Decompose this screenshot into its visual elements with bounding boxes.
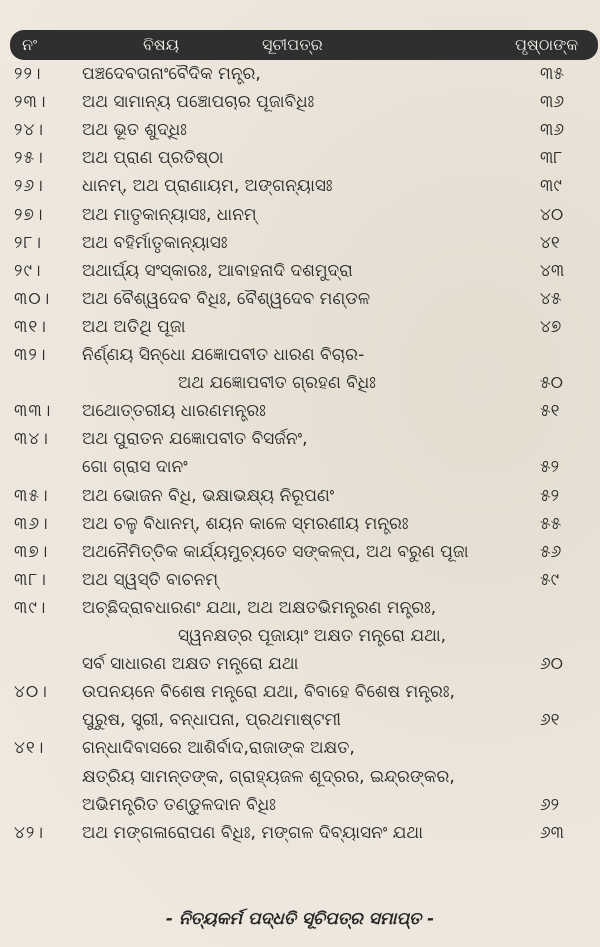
entry-title: ଅଥ ଭୋଜନ ବିଧି, ଭକ୍ଷାଭକ୍ଷ୍ୟ ନିରୂପଣଂ [82, 485, 335, 506]
entry-page-number: ୫୬ [540, 541, 562, 562]
contents-row-continuation [0, 791, 600, 819]
contents-row [0, 144, 600, 172]
entry-number: ୨୪। [14, 120, 45, 141]
entry-page-number: ୫୨ [540, 485, 560, 506]
entry-title: ପୁରୁଷ, ସ୍ତ୍ରୀ, ବନ୍ଧାପନା, ପ୍ରଥମାଷ୍ଟମୀ [82, 710, 341, 731]
entry-title: ଅଥ ଚଳୁ ବିଧାନମ୍, ଶୟନ କାଳେ ସ୍ମରଣୀୟ ମନ୍ତ୍ରଃ [82, 513, 409, 534]
contents-row [0, 734, 600, 762]
contents-row [0, 397, 600, 425]
entry-title: ଅଥ ବୈଶ୍ୱଦେବ ବିଧିଃ, ବୈଶ୍ୱଦେବ ମଣ୍ଡଳ [82, 288, 371, 309]
entry-page-number: ୫୦ [540, 373, 563, 394]
entry-title: ଗୋ ଗ୍ରାସ ଦାନଂ [82, 457, 188, 478]
entry-title: ଧାନମ୍, ଅଥ ପ୍ରାଣାୟମ, ଅଙ୍ଗନ୍ୟାସଃ [82, 176, 333, 197]
entry-number: ୩୩। [14, 401, 52, 422]
entry-page-number: ୩୫ [540, 64, 564, 84]
entry-page-number: ୪୩ [540, 260, 565, 281]
entry-page-number: ୩୮ [540, 148, 563, 169]
contents-row [0, 341, 600, 369]
entry-title: ପଞ୍ଚଦେବତାନାଂବୈଦିକ ମନ୍ତ୍ର, [82, 64, 261, 84]
contents-row-continuation [0, 453, 600, 481]
contents-row [0, 229, 600, 257]
contents-row [0, 88, 600, 116]
entry-page-number: ୬୨ [540, 794, 560, 815]
entry-number: ୨୨। [14, 64, 42, 84]
entry-page-number: ୫୨ [540, 457, 560, 478]
entry-title: ଅଥନୈମିତ୍ତିକ କାର୍ଯ୍ୟମୁଚ୍ୟତେ ସଙ୍କଳ୍ପ, ଅଥ ବରୁଣ ପୂଜା [82, 541, 469, 562]
entry-number: ୩୭। [14, 541, 49, 562]
entry-number: ୪୦। [14, 682, 48, 703]
entry-page-number: ୬୩ [540, 822, 565, 843]
entry-number: ୩୪। [14, 429, 49, 450]
contents-row-continuation [0, 763, 600, 791]
entry-title: ଉପନୟନେ ବିଶେଷ ମନ୍ତ୍ରୋ ଯଥା, ବିବାହେ ବିଶେଷ ମନ୍ତ୍ରଃ, [82, 682, 455, 703]
contents-row [0, 285, 600, 313]
entry-number: ୨୭। [14, 204, 44, 225]
entry-title: ଅଥ ପୁରାତନ ଯଜ୍ଞୋପବୀତ ବିସର୍ଜନଂ, [82, 429, 308, 450]
entry-title: ସର୍ବ ସାଧାରଣ ଅକ୍ଷତ ମନ୍ତ୍ରୋ ଯଥା [82, 654, 299, 675]
header-subject: ବିଷୟ [143, 35, 179, 54]
entry-page-number: ୫୧ [540, 401, 560, 422]
entry-number: ୩୧। [14, 316, 47, 337]
contents-row [0, 201, 600, 229]
entry-title: ଗନ୍ଧାଦିବାସରେ ଆଶିର୍ବାଦ,ରାଜାଙ୍କ ଅକ୍ଷତ, [82, 738, 355, 759]
entry-number: ୨୮। [14, 232, 42, 253]
table-header [10, 30, 598, 60]
entry-title: ଅଥ ଯଜ୍ଞୋପବୀତ ଗ୍ରହଣ ବିଧିଃ [178, 373, 376, 394]
contents-row [0, 482, 600, 510]
entry-title: କ୍ଷତ୍ରିୟ ସାମନ୍ତଙ୍କ, ଗ୍ରାହ୍ୟଜଳ ଶୂଦ୍ରର, ଇନ୍ଦ୍ରଙ୍କର, [82, 766, 455, 787]
contents-row-continuation [0, 622, 600, 650]
header-number: ନଂ [22, 35, 38, 54]
contents-row [0, 819, 600, 847]
entry-number: ୨୬। [14, 176, 44, 197]
entry-number: ୩୮। [14, 569, 47, 590]
header-index-title: ସୂଚୀପତ୍ର [262, 35, 323, 54]
entry-page-number: ୬୧ [540, 710, 560, 731]
entry-page-number: ୫୫ [540, 513, 562, 534]
entry-title: ଅଥ ସାମାନ୍ୟ ପଞ୍ଚୋପଚାର ପୂଜାବିଧିଃ [82, 92, 315, 113]
entry-title: ଅଥୋତ୍ତରୀୟ ଧାରଣମନ୍ତ୍ରଃ [82, 401, 266, 422]
entry-page-number: ୪୧ [540, 232, 560, 253]
entry-number: ୨୫। [14, 148, 44, 169]
header-page: ପୃଷ୍ଠାଙ୍କ [515, 35, 579, 54]
entry-page-number: ୪୫ [540, 288, 562, 309]
contents-row [0, 60, 600, 88]
entry-title: ଅଥ ଭୂତ ଶୁଦ୍ଧିଃ [82, 120, 187, 141]
entry-page-number: ୬୦ [540, 654, 563, 675]
contents-row [0, 313, 600, 341]
entry-number: ୪୨। [14, 822, 45, 843]
entry-number: ୩୯। [14, 597, 47, 618]
entry-number: ୨୯। [14, 260, 42, 281]
contents-row [0, 257, 600, 285]
contents-row [0, 116, 600, 144]
entry-number: ୩୬। [14, 513, 49, 534]
entry-title: ଅଭିମନ୍ତ୍ରିତ ତଣ୍ଡୁଳଦାନ ବିଧିଃ [82, 794, 276, 815]
entry-title: ଅଥ ସ୍ୱସ୍ତି ବାଚନମ୍ [82, 569, 219, 590]
entry-number: ୩୦। [14, 288, 51, 309]
entry-number: ୪୧। [14, 738, 45, 759]
contents-row [0, 172, 600, 200]
contents-row-continuation [0, 706, 600, 734]
contents-row [0, 425, 600, 453]
entry-title: ନିର୍ଣ୍ଣୟ ସିନ୍ଧୋ ଯଜ୍ଞୋପବୀତ ଧାରଣ ବିଚାର- [82, 345, 365, 365]
contents-end-note: - ନିତ୍ୟକର୍ମ ପଦ୍ଧତି ସୂଚିପତ୍ର ସମାପ୍ତ - [165, 909, 435, 929]
contents-row [0, 594, 600, 622]
entry-page-number: ୩୬ [540, 92, 565, 113]
entry-title: ଅଥ ବହିର୍ମାତୃକାନ୍ୟାସଃ [82, 232, 228, 253]
contents-row-continuation [0, 650, 600, 678]
entry-number: ୩୫। [14, 485, 49, 506]
entry-page-number: ୩୬ [540, 120, 565, 141]
contents-row [0, 678, 600, 706]
entry-title: ଅଥ ମଙ୍ଗଳାରୋପଣ ବିଧିଃ, ମଙ୍ଗଳ ଦିବ୍ୟାସନଂ ଯଥା [82, 822, 423, 843]
entry-title: ଅଚ୍ଛିଦ୍ରାବଧାରଣଂ ଯଥା, ଅଥ ଅକ୍ଷତଭିମନ୍ତ୍ରଣ ମନ୍ତ୍ରଃ, [82, 597, 437, 618]
contents-row [0, 510, 600, 538]
entry-title: ଅଥ ଅତିଥି ପୂଜା [82, 316, 186, 337]
contents-row [0, 566, 600, 594]
entry-page-number: ୪୦ [540, 204, 564, 225]
entry-number: ୩୨। [14, 345, 47, 365]
entry-title: ଅଥାର୍ଘ୍ୟ ସଂସ୍କାରଃ, ଆବାହନାଦି ଦଶମୁଦ୍ରା [82, 260, 353, 281]
entry-page-number: ୫୯ [540, 569, 560, 590]
entry-title: ଅଥ ମାତୃକାନ୍ୟାସଃ, ଧାନମ୍ [82, 204, 257, 225]
entry-page-number: ୩୯ [540, 176, 562, 197]
entry-title: ସ୍ୱନକ୍ଷତ୍ର ପୂଜାୟାଂ ଅକ୍ଷତ ମନ୍ତ୍ରୋ ଯଥା, [178, 626, 447, 646]
entry-number: ୨୩। [14, 92, 47, 113]
entry-title: ଅଥ ପ୍ରାଣ ପ୍ରତିଷ୍ଠା [82, 148, 224, 169]
entry-page-number: ୪୭ [540, 316, 562, 337]
contents-row [0, 538, 600, 566]
contents-row-continuation [0, 369, 600, 397]
